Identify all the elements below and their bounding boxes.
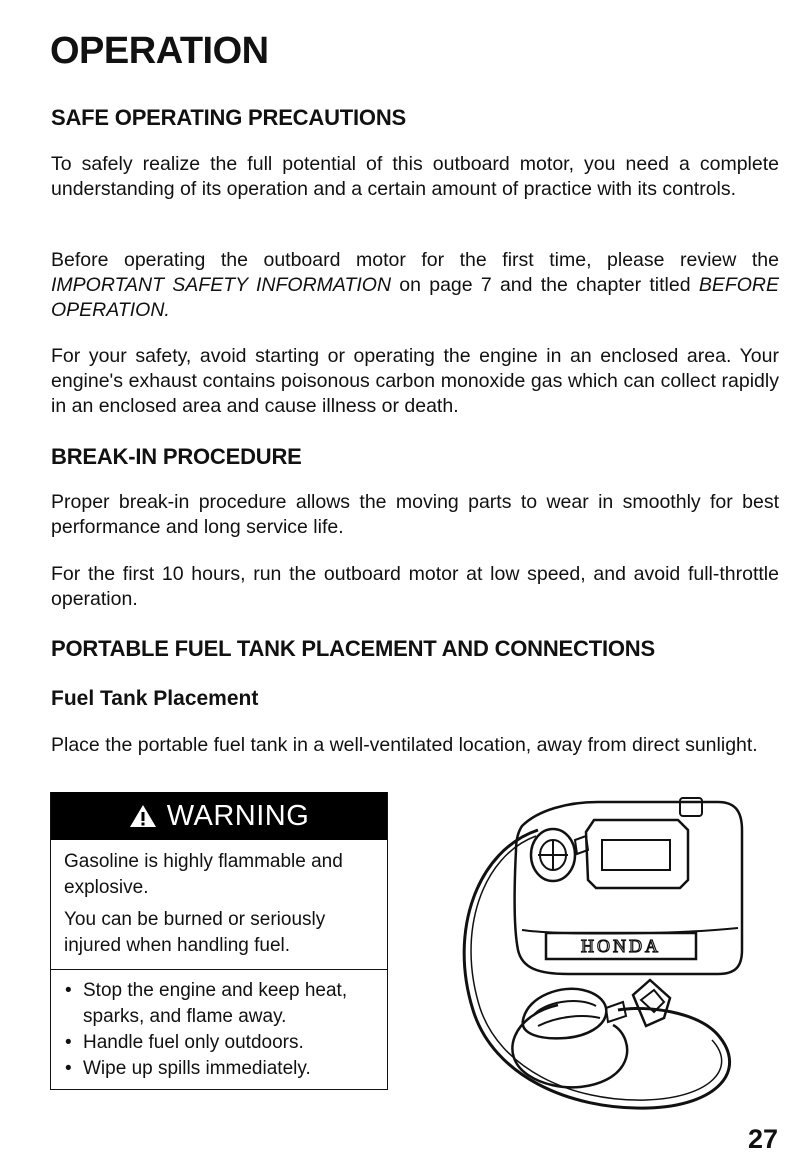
warning-triangle-icon	[129, 804, 157, 828]
warning-label: WARNING	[166, 799, 310, 832]
warning-text-1: Gasoline is highly flammable and explosive.	[64, 851, 343, 898]
heading-safe-operating: SAFE OPERATING PRECAUTIONS	[51, 105, 406, 130]
page-number: 27	[747, 1124, 778, 1154]
paragraph-safe-3: For your safety, avoid starting or operating the engine in an enclosed area. Your engine's exhaust contains poisonous carbon monoxide gas which can collect rapidly in an enclosed area and cause illness or death.	[51, 345, 779, 417]
warning-bullet: • Wipe up spills immediately.	[63, 1056, 379, 1082]
ref-important-safety: IMPORTANT SAFETY INFORMATION	[51, 274, 392, 296]
heading-break-in: BREAK-IN PROCEDURE	[51, 444, 302, 469]
paragraph-breakin-2: For the first 10 hours, run the outboard motor at low speed, and avoid full-throttle operation.	[51, 563, 779, 610]
heading-fuel-tank: PORTABLE FUEL TANK PLACEMENT AND CONNECTIONS	[51, 636, 655, 661]
paragraph-breakin-1: Proper break-in procedure allows the moving parts to wear in smoothly for best performance and long service life.	[51, 491, 779, 538]
warning-box	[50, 792, 388, 1090]
ref-before-operation: BEFORE OPERATION.	[51, 274, 779, 321]
fuel-tank-illustration	[418, 790, 758, 1120]
warning-divider	[51, 969, 387, 970]
page-title: OPERATION	[50, 30, 269, 72]
paragraph-safe-2: Before operating the outboard motor for the first time, please review the IMPORTANT SAFETY INFORMATION on page 7 and the chapter titled BEFORE OPERATION.	[51, 249, 779, 321]
warning-list	[51, 978, 387, 1082]
paragraph-fuel-1: Place the portable fuel tank in a well-ventilated location, away from direct sunlight.	[51, 734, 758, 756]
warning-header	[51, 792, 387, 840]
warning-bullet: • Stop the engine and keep heat, sparks, and flame away.	[63, 978, 379, 1030]
subheading-fuel-placement: Fuel Tank Placement	[51, 687, 259, 710]
warning-bullet: • Handle fuel only outdoors.	[63, 1030, 379, 1056]
warning-text-2: You can be burned or seriously injured when handling fuel.	[64, 909, 326, 956]
paragraph-safe-1: To safely realize the full potential of this outboard motor, you need a complete understanding of its operation and a certain amount of practice with its controls.	[51, 153, 779, 200]
brand-label: HONDA	[581, 936, 661, 956]
